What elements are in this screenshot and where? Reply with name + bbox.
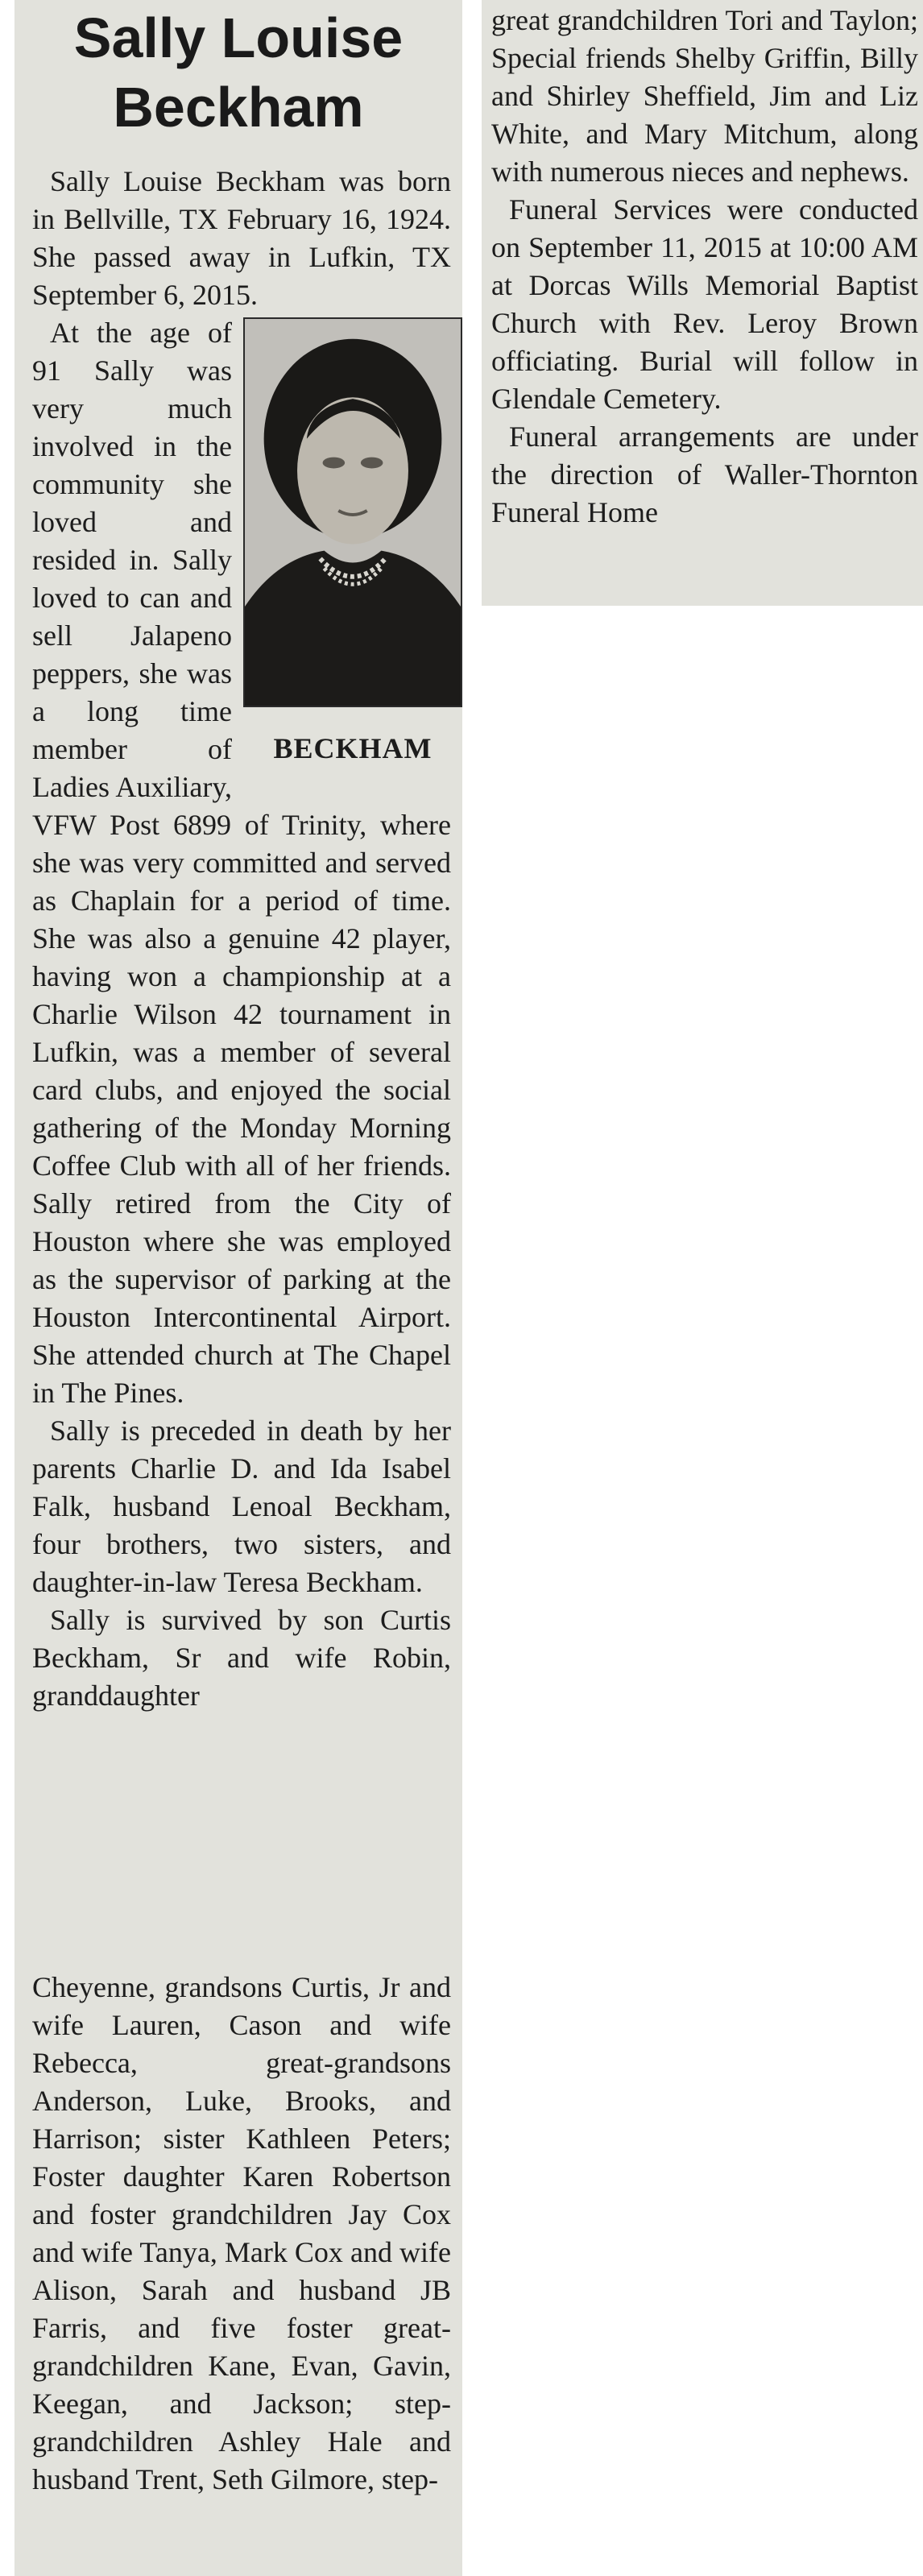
obituary-paragraph-preceded: Sally is preceded in death by her parents Charlie D. and Ida Isabel Falk, husband Lenoal Beckham, four brothers, two sisters, and daughter-in-law Teresa Beckham. xyxy=(32,1414,451,1598)
obituary-clipping-part-1 xyxy=(14,0,462,1957)
obituary-clipping-part-2 xyxy=(14,1957,462,2576)
obituary-paragraph-services: Funeral Services were conducted on September 11, 2015 at 10:00 AM at Dorcas Wills Memorial Baptist Church with Rev. Leroy Brown officiating. Burial will follow in Glendale Cemetery. xyxy=(491,193,918,415)
obituary-paragraph-life: At the age of 91 Sally was very much involved in the community she loved and resided in. Sally loved to can and sell Jalapeno peppers, she was a long time member of Ladies Auxiliary, VFW Post 6899 of Trinity, where she was very committed and served as Chaplain for a period of time. She was also a genuine 42 player, having won a championship at a Charlie Wilson 42 tournament in Lufkin, was a member of several card clubs, and enjoyed the social gathering of the Monday Morning Coffee Club with all of her friends. Sally retired from the City of Houston where she was employed as the supervisor of parking at the Houston Intercontinental Airport. She attended church at The Chapel in The Pines. xyxy=(32,317,451,1409)
obituary-paragraph-survivors-cont: Cheyenne, grandsons Curtis, Jr and wife Lauren, Cason and wife Rebecca, great-grandsons Anderson, Luke, Brooks, and Harrison; sister Kathleen Peters; Foster daughter Karen Robertson and foster grandchildren Jay Cox and wife Tanya, Mark Cox and wife Alison, Sarah and husband JB Farris, and five foster great-grandchildren Kane, Evan, Gavin, Keegan, and Jackson; step-grandchildren Ashley Hale and husband Trent, Seth Gilmore, step- xyxy=(32,1971,451,2495)
portrait-photo xyxy=(243,317,462,707)
obituary-paragraph-birth: Sally Louise Beckham was born in Bellville, TX February 16, 1924. She passed away in Lufkin, TX September 6, 2015. xyxy=(32,165,451,311)
obituary-clipping-part-3 xyxy=(482,0,923,606)
obituary-paragraph-survivors-end: great grandchildren Tori and Taylon; Special friends Shelby Griffin, Billy and Shirley Sheffield, Jim and Liz White, and Mary Mitchum, along with numerous nieces and nephews. xyxy=(491,4,918,188)
obituary-paragraph-survived: Sally is survived by son Curtis Beckham, Sr and wife Robin, granddaughter xyxy=(32,1604,451,1712)
obituary-headline: Sally Louise Beckham xyxy=(73,6,404,139)
photo-caption: BECKHAM xyxy=(273,732,433,764)
photo-block xyxy=(243,317,462,767)
obituary-paragraph-arrangements: Funeral arrangements are under the direction of Waller-Thornton Funeral Home xyxy=(491,420,918,528)
